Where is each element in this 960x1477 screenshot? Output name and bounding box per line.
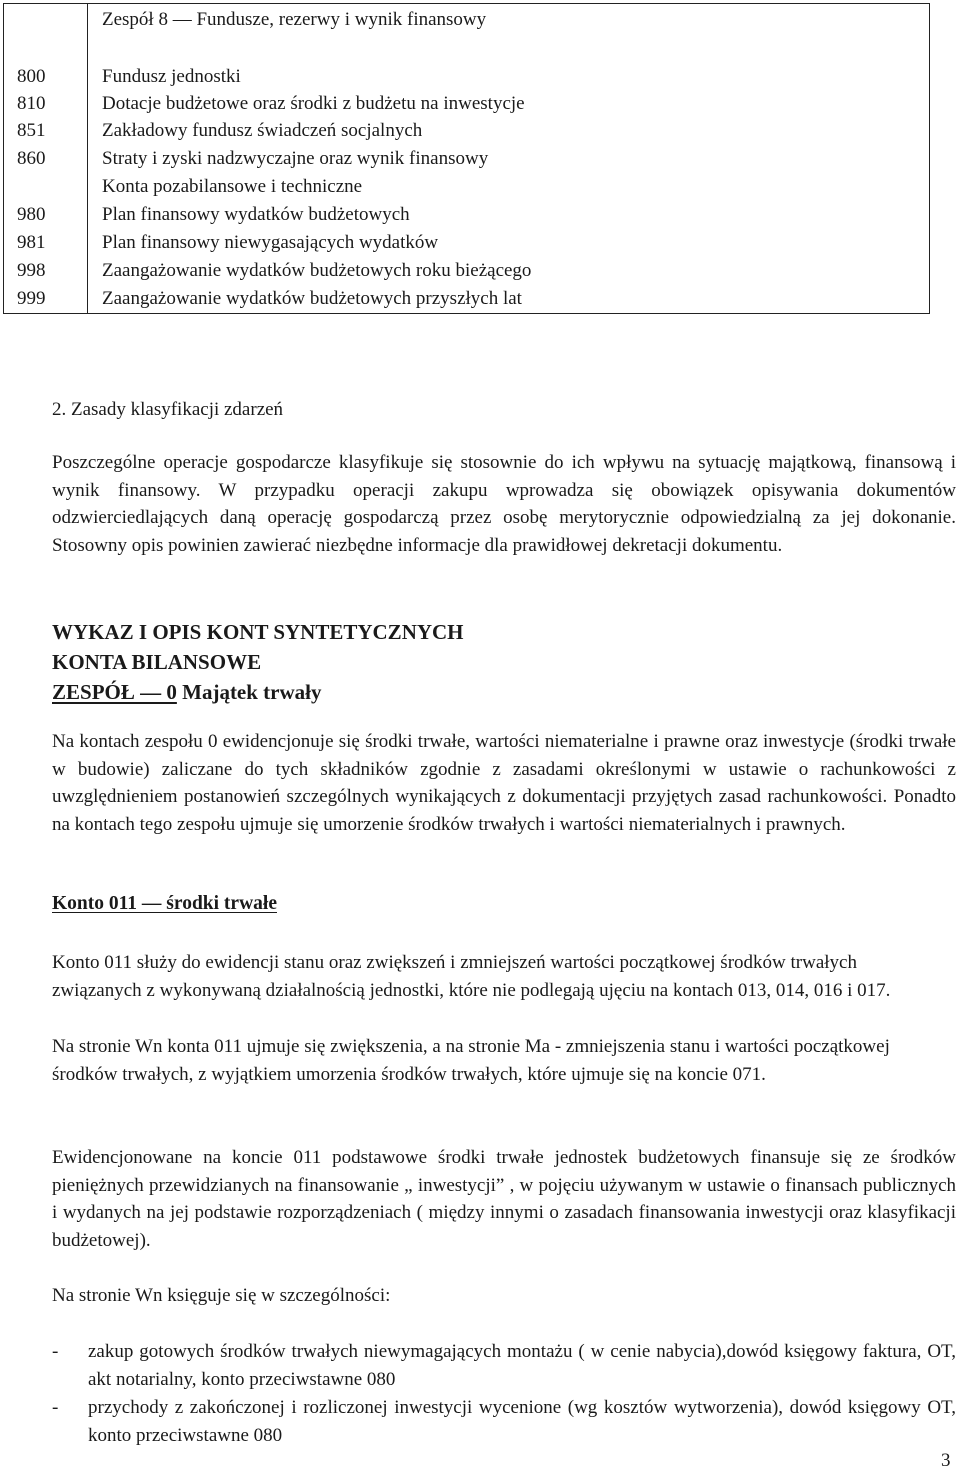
zespol-title: [52, 677, 464, 707]
account-code: 800: [17, 66, 46, 87]
section-heading: 2. Zasady klasyfikacji zdarzeń: [52, 399, 284, 420]
account-name: Plan finansowy niewygasających wydatków: [102, 232, 439, 253]
account-code: 810: [17, 93, 46, 114]
account-names-column: [88, 4, 929, 313]
konto-011-heading: Konto 011 — środki trwałe: [52, 893, 277, 914]
account-code: 981: [17, 232, 46, 253]
account-name: Dotacje budżetowe oraz środki z budżetu na inwestycje: [102, 93, 525, 114]
zespol-number: ZESPÓŁ — 0: [52, 680, 177, 704]
list-title: WYKAZ I OPIS KONT SYNTETYCZNYCH: [52, 620, 464, 644]
accounts-table: [3, 3, 930, 314]
table-header: Zespół 8 — Fundusze, rezerwy i wynik finansowy: [102, 9, 487, 30]
zespol-name: Majątek trwały: [176, 680, 322, 704]
account-name: Straty i zyski nadzwyczajne oraz wynik finansowy: [102, 148, 489, 169]
konto-011-financing: Ewidencjonowane na koncie 011 podstawowe środki trwałe jednostek budżetowych finansuje się ze środków pieniężnych przewidzianych na finansowanie „ inwestycji” , w pojęciu używanym w ustawie o finansach publicznych i wydanych na jej podstawie rozporządzeniach ( między innymi o zasadach finansowania inwestycji oraz klasyfikacji budżetowej).: [52, 1147, 956, 1251]
account-code: 998: [17, 260, 46, 281]
account-group-name: Konta pozabilansowe i techniczne: [102, 176, 363, 197]
konto-011-wn-ma: Na stronie Wn konta 011 ujmuje się zwiększenia, a na stronie Ma - zmniejszenia stanu i wartości początkowej środków trwałych, z wyjątkiem umorzenia środków trwałych, które ujmuje się na koncie 071.: [52, 1036, 890, 1085]
account-name: Fundusz jednostki: [102, 66, 241, 87]
account-name: Zaangażowanie wydatków budżetowych roku bieżącego: [102, 260, 532, 281]
accounts-list-heading: [52, 617, 464, 707]
list-item-text: zakup gotowych środków trwałych niewymagających montażu ( w cenie nabycia),dowód księgowy faktura, OT, akt notarialny, konto przeciwstawne 080: [88, 1341, 956, 1390]
list-item: [52, 1338, 956, 1393]
balance-accounts-title: KONTA BILANSOWE: [52, 650, 262, 674]
account-code: 980: [17, 204, 46, 225]
list-item-text: przychody z zakończonej i rozliczonej inwestycji wycenione (wg kosztów wytworzenia), dowód księgowy OT, konto przeciwstawne 080: [88, 1397, 956, 1446]
account-name: Zakładowy fundusz świadczeń socjalnych: [102, 120, 423, 141]
wn-intro: Na stronie Wn księguje się w szczególności:: [52, 1285, 391, 1306]
zespol0-paragraph: Na kontach zespołu 0 ewidencjonuje się środki trwałe, wartości niematerialne i prawne oraz inwestycje (środki trwałe w budowie) zaliczane do tych składników zgodnie z zasadami określonymi w ustawie o rachunkowości z uwzględnieniem postanowień szczególnych wynikających z dokumentacji przyjętych zasad rachunkowości. Ponadto na kontach tego zespołu ujmuje się umorzenie środków trwałych i wartości niematerialnych i prawnych.: [52, 731, 956, 835]
account-name: Zaangażowanie wydatków budżetowych przyszłych lat: [102, 288, 522, 309]
account-codes-column: [4, 4, 88, 313]
account-code: 851: [17, 120, 46, 141]
page-number: 3: [941, 1450, 951, 1471]
bullet-dash: -: [52, 1341, 59, 1362]
list-item: [52, 1394, 956, 1449]
account-name: Plan finansowy wydatków budżetowych: [102, 204, 410, 225]
account-code: 999: [17, 288, 46, 309]
classification-paragraph: Poszczególne operacje gospodarcze klasyfikuje się stosownie do ich wpływu na sytuację majątkową, finansową i wynik finansowy. W przypadku operacji zakupu wprowadza się obowiązek opisywania dokumentów odzwierciedlających daną operację gospodarczą przez osobę merytorycznie odpowiedzialną za jej dokonanie. Stosowny opis powinien zawierać niezbędne informacje dla prawidłowej dekretacji dokumentu.: [52, 452, 956, 556]
konto-011-description: Konto 011 służy do ewidencji stanu oraz zwiększeń i zmniejszeń wartości początkowej środków trwałych związanych z wykonywaną działalnością jednostki, które nie podlegają ujęciu na kontach 013, 014, 016 i 017.: [52, 952, 891, 1001]
account-code: 860: [17, 148, 46, 169]
bullet-dash: -: [52, 1397, 59, 1418]
